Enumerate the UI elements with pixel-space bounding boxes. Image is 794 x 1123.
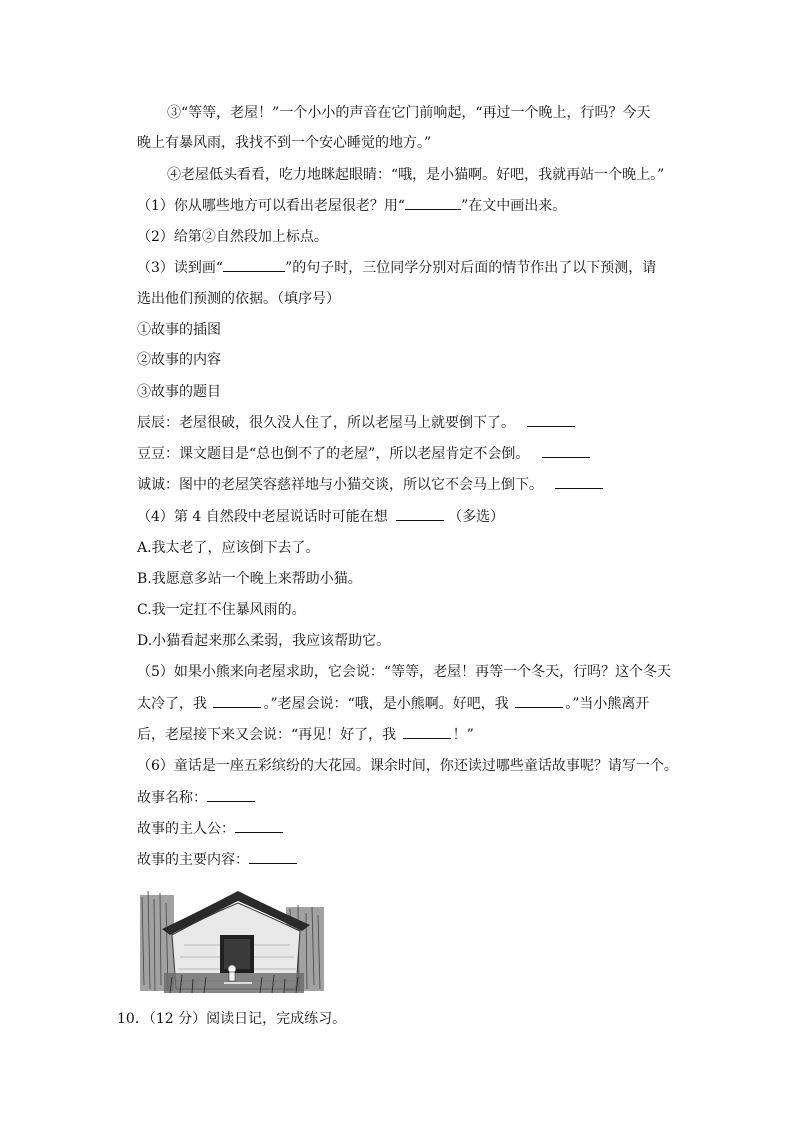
answer-chengcheng-blank[interactable] (555, 475, 603, 489)
question-5-line-1: （5）如果小熊来向老屋求助，它会说：“等等，老屋！再等一个冬天，行吗？这个冬天 (137, 664, 672, 680)
question-1-blank[interactable] (405, 196, 461, 210)
question-1 (137, 196, 566, 216)
question-5-blank-1[interactable] (213, 694, 261, 708)
question-3-option-3: ③故事的题目 (137, 384, 221, 400)
field-protagonist-label: 故事的主人公： (137, 821, 235, 837)
field-content-blank[interactable] (249, 850, 297, 864)
passage-paragraph-3-line-2: 晚上有暴风雨，我找不到一个安心睡觉的地方。” (137, 135, 432, 151)
passage-paragraph-4: ④老屋低头看看，吃力地眯起眼睛：“哦，是小猫啊。好吧，我就再站一个晚上。” (167, 167, 665, 183)
question-6-field-name (137, 788, 255, 808)
question-4-option-c: C.我一定扛不住暴风雨的。 (137, 602, 306, 618)
question-6-field-content (137, 850, 297, 870)
question-5-blank-3[interactable] (403, 725, 451, 739)
answer-chenchen-blank[interactable] (527, 413, 575, 427)
answer-chengcheng-text: 诚诚：图中的老屋笑容慈祥地与小猫交谈，所以它不会马上倒下。 (137, 477, 543, 493)
question-3-option-2: ②故事的内容 (137, 352, 221, 368)
question-6: （6）童话是一座五彩缤纷的大花园。课余时间，你还读过哪些童话故事呢？请写一个。 (137, 758, 678, 774)
question-3-line-1 (137, 258, 656, 278)
question-5-text-b: 。”老屋会说：“哦，是小熊啊。好吧，我 (263, 696, 509, 712)
answer-doudou-text: 豆豆：课文题目是“总也倒不了的老屋”，所以老屋肯定不会倒。 (137, 446, 530, 462)
question-4 (137, 507, 504, 527)
question-4-text-a: （4）第 4 自然段中老屋说话时可能在想 (137, 509, 388, 525)
question-4-blank[interactable] (396, 507, 444, 521)
passage-paragraph-3-line-1: ③“等等，老屋！”一个小小的声音在它门前响起，“再过一个晚上，行吗？今天 (167, 105, 651, 121)
question-1-text-a: （1）你从哪些地方可以看出老屋很老？用“ (137, 198, 406, 214)
question-4-option-d: D.小猫看起来那么柔弱，我应该帮助它。 (137, 633, 391, 649)
question-5-line-2 (137, 694, 649, 714)
field-content-label: 故事的主要内容： (137, 852, 249, 868)
question-5-line-3 (137, 725, 474, 745)
question-5-text-a: 太冷了，我 (137, 696, 207, 712)
question-3-option-1: ①故事的插图 (137, 322, 221, 338)
question-6-field-protagonist (137, 819, 283, 839)
question-3-text-a: （3）读到画“ (137, 260, 224, 276)
field-name-blank[interactable] (207, 788, 255, 802)
question-10: 10．（12 分）阅读日记，完成练习。 (117, 1011, 347, 1027)
field-name-label: 故事名称： (137, 790, 207, 806)
question-3-answer-doudou (137, 444, 590, 464)
question-4-option-a: A.我太老了，应该倒下去了。 (137, 540, 320, 556)
question-5-text-d: 后，老屋接下来又会说：“再见！好了，我 (137, 727, 397, 743)
question-3-answer-chenchen (137, 413, 575, 433)
old-house-illustration (140, 885, 324, 993)
question-3-text-b: ”的句子时，三位同学分别对后面的情节作出了以下预测，请 (285, 260, 657, 276)
question-3-blank[interactable] (223, 258, 285, 272)
question-5-text-c: 。”当小熊离开 (565, 696, 650, 712)
question-3-line-2: 选出他们预测的依据。（填序号） (137, 291, 340, 307)
answer-chenchen-text: 辰辰：老屋很破，很久没人住了，所以老屋马上就要倒下了。 (137, 415, 515, 431)
question-5-text-e: ！” (452, 727, 474, 743)
answer-doudou-blank[interactable] (542, 444, 590, 458)
question-3-answer-chengcheng (137, 475, 603, 495)
question-1-text-b: ”在文中画出来。 (461, 198, 567, 214)
field-protagonist-blank[interactable] (235, 819, 283, 833)
question-4-text-b: （多选） (448, 509, 505, 525)
question-2: （2）给第②自然段加上标点。 (137, 229, 328, 245)
question-5-blank-2[interactable] (515, 694, 563, 708)
question-4-option-b: B.我愿意多站一个晚上来帮助小猫。 (137, 571, 362, 587)
